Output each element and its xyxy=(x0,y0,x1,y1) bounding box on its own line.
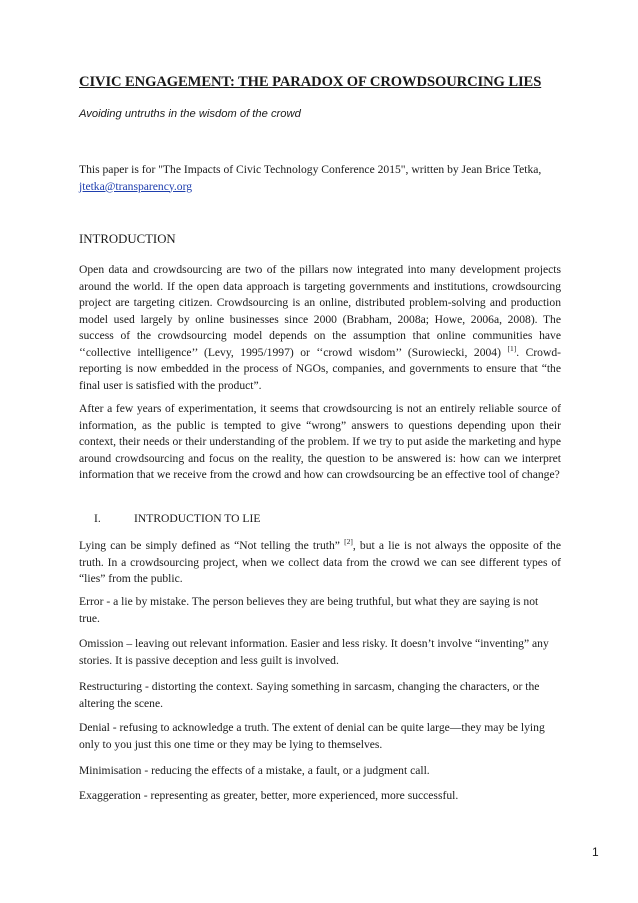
lie-type-minimisation: Minimisation - reducing the effects of a mistake, a fault, or a judgment call. xyxy=(79,764,430,777)
intro-text: This paper is for "The Impacts of Civic Technology Conference 2015", written by Jean Brice Tetka, xyxy=(79,163,542,176)
lie-type-exaggeration: Exaggeration - representing as greater, better, more experienced, more successful. xyxy=(79,789,459,802)
body-paragraph-2: After a few years of experimentation, it seems that crowdsourcing is not an entirely reliable source of information, as the public is tempted to give “wrong” answers to questions depending upon their context, their needs or their understanding of the problem. If we try to put aside the marketing and hype around crowdsourcing and focus on the reality, the question to be answered is: how can we interpret information that we receive from the crowd and how can crowdsourcing be an effective tool of change? xyxy=(79,402,561,481)
lie-type-error: Error - a lie by mistake. The person believes they are being truthful, but what they are saying is not true. xyxy=(79,595,539,625)
para1-text-a: Open data and crowdsourcing are two of the pillars now integrated into many development projects around the world. If the open data approach is targeting governments and institutions, crowdsourcing project are targeting citizen. Crowdsourcing is an online, distributed problem-solving and production model used largely by online businesses since 2000 (Brabham, 2008a; Howe, 2006a, 2008). The success of the crowdsourcing model depends on the assumption that online communities have ‘‘collective intelligence’’ (Levy, 1995/1997) or ‘‘crowd wisdom’’ (Surowiecki, 2004) xyxy=(79,263,561,359)
lie-type-omission: Omission – leaving out relevant information. Easier and less risky. It doesn’t involve “inventing” any stories. It is passive deception and less guilt is involved. xyxy=(79,637,549,667)
intro-paragraph xyxy=(79,162,561,195)
author-email-link[interactable]: jtetka@transparency.org xyxy=(79,179,193,193)
section-title: INTRODUCTION TO LIE xyxy=(134,512,261,525)
lie-def-text-a: Lying can be simply defined as “Not telling the truth” xyxy=(79,539,340,552)
footnote-ref-1[interactable]: [1] xyxy=(507,343,517,353)
body-paragraph-1 xyxy=(79,262,561,394)
document-title: CIVIC ENGAGEMENT: THE PARADOX OF CROWDSOURCING LIES xyxy=(79,74,542,90)
section-heading: INTRODUCTION xyxy=(79,232,176,246)
lie-type-denial: Denial - refusing to acknowledge a truth. The extent of denial can be quite large—they may be lying only to you just this one time or they may be lying to themselves. xyxy=(79,721,545,751)
section-number: I. xyxy=(94,512,101,525)
page-number: 1 xyxy=(592,845,599,859)
document-subtitle: Avoiding untruths in the wisdom of the crowd xyxy=(79,108,301,120)
lie-def-text-b: , but a lie is not always the opposite of the truth. In a crowdsourcing project, when we collect data from the crowd we can see different types of “lies” from the public. xyxy=(79,539,561,585)
lie-definition-paragraph xyxy=(79,538,561,588)
footnote-ref-2[interactable]: [2] xyxy=(344,537,353,547)
para1-text-b: . Crowd-reporting is now embedded in the process of NGOs, companies, and governments to ensure that “the final user is satisfied with the product”. xyxy=(79,345,562,392)
lie-type-restructuring: Restructuring - distorting the context. Saying something in sarcasm, changing the characters, or the altering the scene. xyxy=(79,680,540,710)
